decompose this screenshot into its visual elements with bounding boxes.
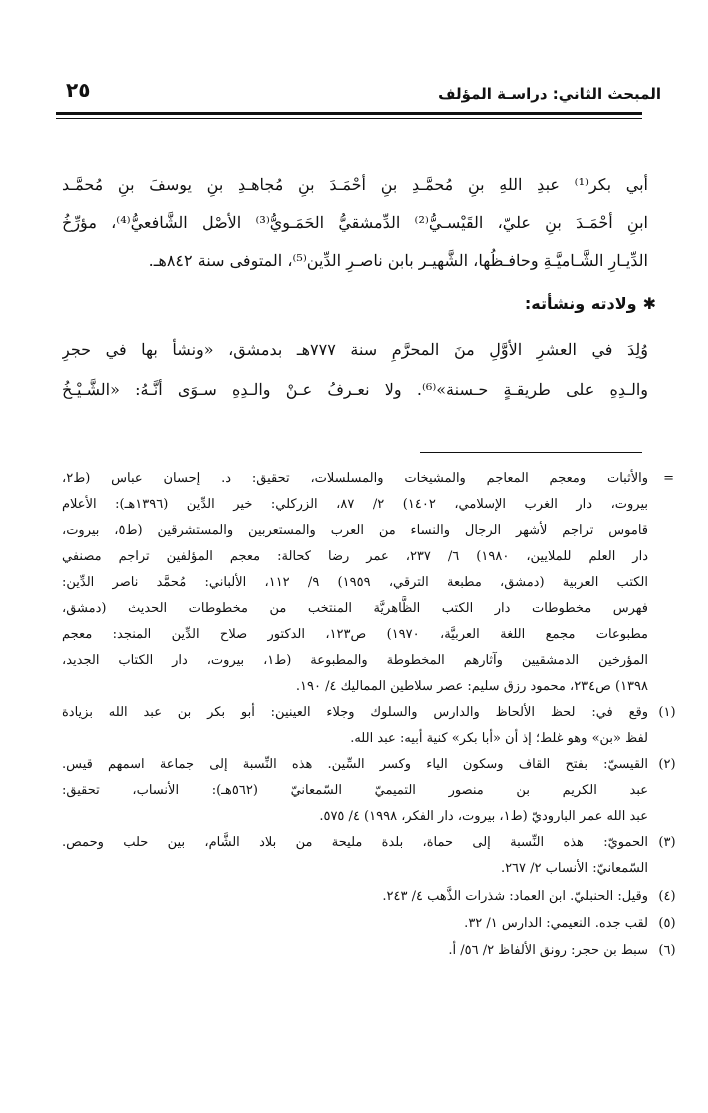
birth-text-line: والـدِهِ على طريقـةٍ حـسنة»⁽⁶⁾. ولا نعـرفُ عـنْ والـدِهِ سـوَى أنَّـهُ: «الشَّـيْـخُ	[62, 380, 648, 399]
continuation-marker: =	[663, 471, 674, 486]
footnote-4	[62, 884, 676, 910]
footnote-1	[62, 700, 676, 752]
footnote-number: (٢)	[658, 757, 676, 772]
footnote-number: (١)	[658, 705, 676, 720]
footnote-line: والأثبات ومعجم المعاجم والمشيخات والمسلسلات، تحقيق: د. إحسان عباس (ط٢،	[62, 471, 648, 486]
footnote-line: الحمويّ: هذه النِّسبة إلى حماة، بلدة مليحة من بلاد الشَّام، بين حلب وحمص.	[62, 835, 648, 850]
footnote-line: مطبوعات مجمع اللغة العربيَّة، ١٩٧٠) ص١٢٣، الدكتور صلاح الدِّين المنجد: معجم	[62, 627, 648, 642]
footnote-line: وقيل: الحنبليّ. ابن العماد: شذرات الذَّهب ٤/ ٢٤٣.	[382, 889, 648, 904]
footnote-6	[62, 938, 676, 964]
footnote-line: بيروت، دار الغرب الإسلامي، ١٤٠٢) ٢/ ٨٧، الزركلي: خير الدِّين (١٣٩٦هـ): الأعلام	[62, 497, 648, 512]
footnote-number: (٥)	[658, 916, 676, 931]
header-rule-thick	[56, 112, 642, 115]
footnote-number: (٦)	[658, 943, 676, 958]
footnote-separator	[420, 452, 642, 453]
header-rule-thin	[56, 118, 642, 119]
footnote-number: (٤)	[658, 889, 676, 904]
footnote-line: وقع في: لحظ الألحاظ والدارس والسلوك وجلاء العينين: أبو بكر بن عبد الله بزيادة	[62, 705, 648, 720]
footnote-line: المؤرخين الدمشقيين وآثارهم المخطوطة والمطبوعة (ط١، بيروت، دار الكتاب الجديد،	[62, 653, 648, 668]
main-text-line: ابنِ أحْمَـدَ بنِ عليّ، القَيْسـيُّ⁽²⁾ الدِّمشقيُّ الحَمَـويُّ⁽³⁾ الأصْل الشَّافعيُّ⁽⁴⁾، مؤرِّخُ	[62, 213, 648, 232]
footnote-2	[62, 752, 676, 830]
section-heading	[525, 294, 656, 313]
footnote-line: لقب جده. النعيمي: الدارس ١/ ٣٢.	[464, 916, 648, 931]
main-paragraph	[62, 166, 648, 280]
footnote-number: (٣)	[658, 835, 676, 850]
footnote-line: السّمعانيّ: الأنساب ٢/ ٢٦٧.	[500, 861, 648, 876]
section-heading-text: ولادته ونشأته:	[524, 294, 637, 313]
footnote-line: سبط بن حجر: رونق الألفاظ ٢/ ٥٦/ أ.	[448, 943, 648, 958]
main-text-line: الدِّيـارِ الشَّـاميَّـةِ وحافـظُها، الشَّهيـر بابن ناصـرِ الدِّين⁽⁵⁾، المتوفى سنة ٨٤٢هـ.	[148, 251, 648, 270]
birth-text-line: وُلِدَ في العشرِ الأوَّلِ منَ المحرَّمِ سنة ٧٧٧هـ بدمشق، «ونشأ بها في حجرِ	[62, 340, 648, 359]
footnote-line: دار العلم للملايين، ١٩٨٠) ٦/ ٢٣٧، عمر رضا كحالة: معجم المؤلفين تراجم مصنفي	[62, 549, 648, 564]
page-number: ٢٥	[66, 78, 91, 102]
footnote-line: الكتب العربية (دمشق، مطبعة الترقي، ١٩٥٩) ٩/ ١١٢، الألباني: مُحمَّد ناصر الدِّين:	[62, 575, 648, 590]
main-text-line: أبي بكر⁽¹⁾ عبدِ اللهِ بنِ مُحمَّـدِ بنِ أحْمَـدَ بنِ مُجاهـدِ بنِ يوسفَ بنِ مُحمَّـد	[62, 175, 648, 194]
footnote-line: عبد الكريم بن منصور التميميّ السّمعانيّ (٥٦٢هـ): الأنساب، تحقيق:	[62, 783, 648, 798]
asterisk-bullet-icon: ✱	[642, 294, 656, 313]
footnote-3	[62, 830, 676, 882]
footnote-line: ١٣٩٨) ص٢٣٤، محمود رزق سليم: عصر سلاطين المماليك ٤/ ١٩٠.	[295, 679, 648, 694]
footnote-line: قاموس تراجم لأشهر الرجال والنساء من العرب والمستعربين والمستشرقين (ط٥، بيروت،	[62, 523, 648, 538]
birth-paragraph	[62, 330, 648, 410]
footnote-line: لفظ «بن» وهو غلط؛ إذ أن «أبا بكر» كنية أبيه: عبد الله.	[350, 731, 648, 746]
footnote-5	[62, 911, 676, 937]
footnote-line: عبد الله عمر الباروديّ (ط١، بيروت، دار الفكر، ١٩٩٨) ٤/ ٥٧٥.	[319, 809, 648, 824]
footnote-continuation	[62, 466, 674, 700]
running-header-title: المبحث الثاني: دراسـة المؤلف	[438, 85, 661, 103]
footnote-line: فهرس مخطوطات دار الكتب الظَّاهريَّة المنتخب من مخطوطات الحديث (دمشق،	[62, 601, 648, 616]
footnote-line: القيسيّ: بفتح القاف وسكون الياء وكسر السِّين. هذه النِّسبة إلى جماعة اسمهم قيس.	[62, 757, 648, 772]
